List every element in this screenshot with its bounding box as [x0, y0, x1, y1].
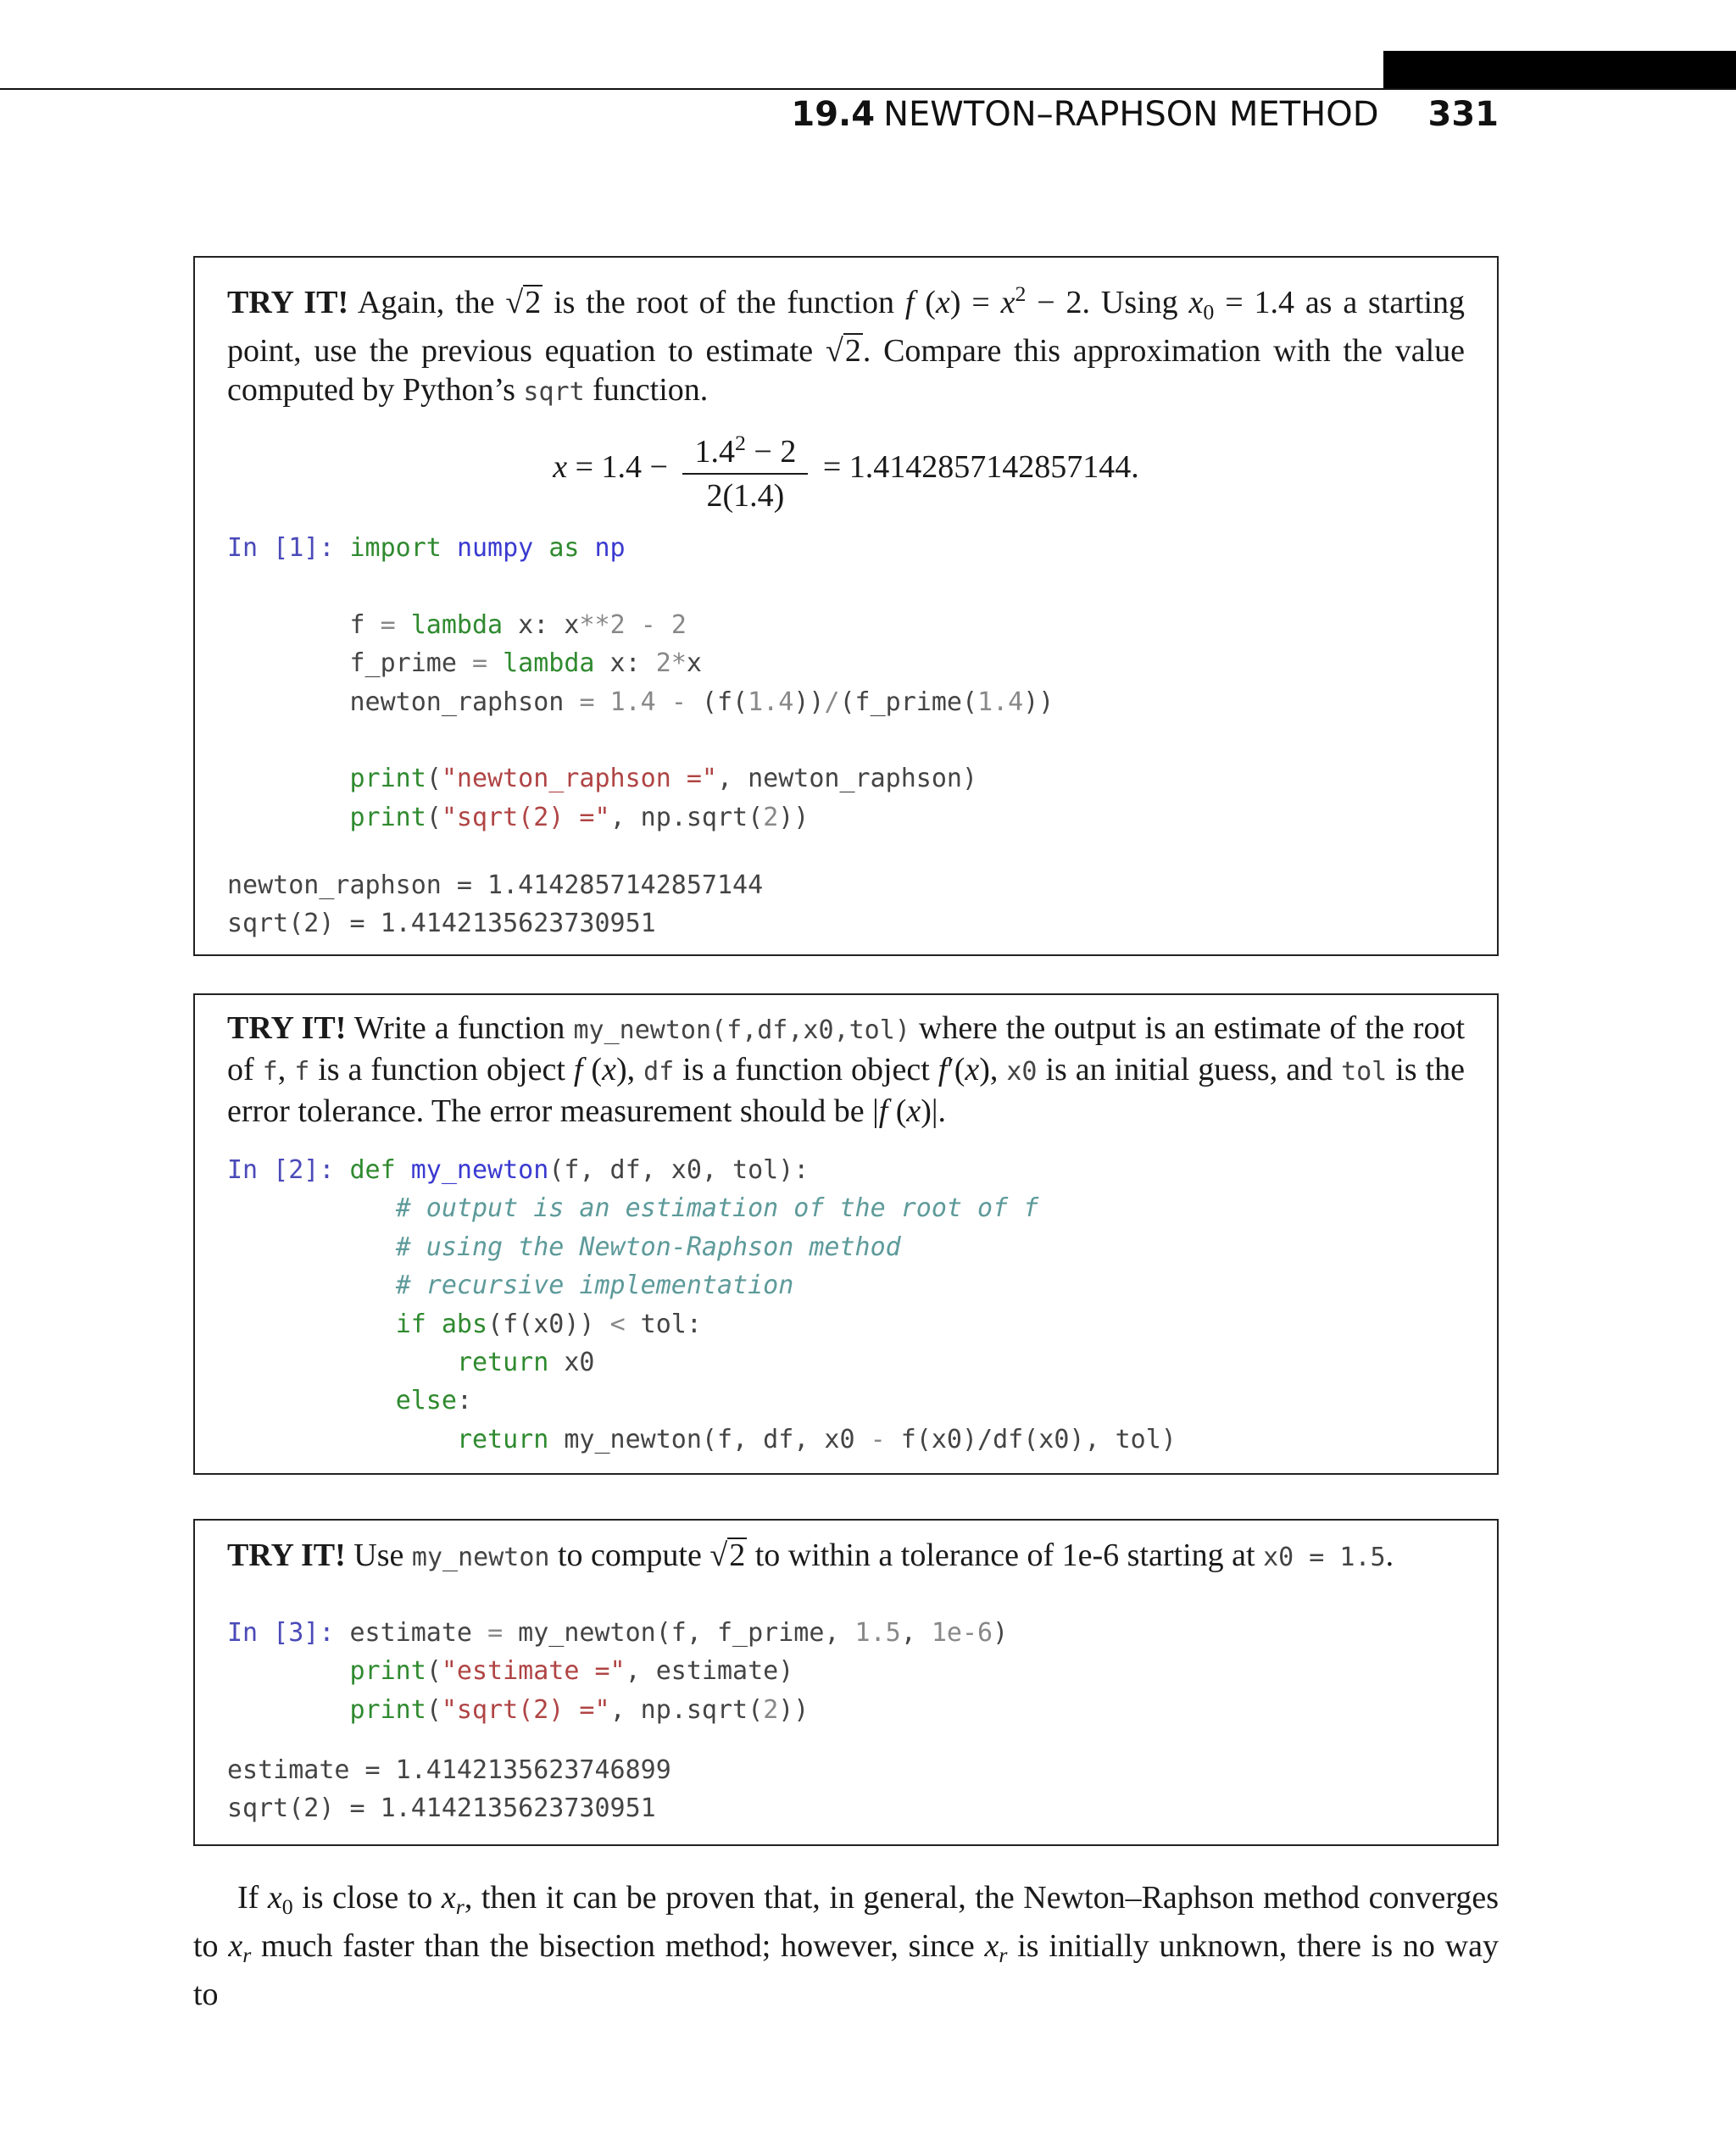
- section-title: NEWTON–RAPHSON METHOD: [883, 95, 1379, 134]
- code-cell-1: In [1]: import numpy as np f = lambda x: x**2 - 2 f_prime = lambda x: 2*x newton_raphson = 1.4 - (f(1.4))/(f_prime(1.4)) print("newton_raphson =", newton_raphson) print("sqrt(2) =", np.sqrt(2)): [227, 533, 1054, 832]
- inline-code: sqrt: [523, 377, 585, 408]
- try-it-label: TRY IT!: [227, 285, 349, 321]
- page-number: 331: [1427, 95, 1499, 134]
- code-output-1: newton_raphson = 1.4142857142857144 sqrt(2) = 1.4142135623730951: [227, 870, 764, 939]
- header-rule: [0, 88, 1736, 90]
- box2-text: TRY IT! Write a function my_newton(f,df,x0,tol) where the output is an estimate of the root of f, f is a function object f (x), df is a function object f′(x), x0 is an initial guess, and tol is the error tolerance. The error measurement should be |f (x)|.: [227, 1010, 1465, 1129]
- code-output-3: estimate = 1.4142135623746899 sqrt(2) = 1.4142135623730951: [227, 1755, 671, 1824]
- inline-code: my_newton(f,df,x0,tol): [573, 1015, 910, 1045]
- sqrt-symbol: √2: [505, 285, 542, 321]
- box1-text: TRY IT! Again, the √2 is the root of the function f $(x) = x^2 - 2$. Using $x_0 = 1.4$ as a starting point, use the previous equation to estimate √2. Compare this approximation with the value computed by Python’s sqrt function.: [227, 281, 1466, 409]
- header-bar: [1383, 51, 1736, 90]
- inline-code: my_newton: [411, 1543, 550, 1572]
- equation: x = 1.4 − $\frac{1.4^2 - 2}{2(1.4)}$ = 1.4142857142857144.: [195, 424, 1497, 515]
- try-it-label: TRY IT!: [227, 1010, 347, 1046]
- try-it-label: TRY IT!: [227, 1538, 346, 1573]
- code-cell-3: In [3]: estimate = my_newton(f, f_prime, 1.5, 1e-6) print("estimate =", estimate) print("sqrt(2) =", np.sqrt(2)): [227, 1618, 1009, 1725]
- running-head: [791, 95, 1499, 134]
- box3-text: TRY IT! Use my_newton to compute √2 to within a tolerance of 1e-6 starting at x0 = 1.5.: [227, 1538, 1394, 1573]
- sqrt-symbol: √2: [825, 333, 861, 370]
- body-paragraph: If $x_0$ is close to $x_r$, then it can be proven that, in general, the Newton–Raphson method converges to $x_r$ much faster than the bisection method; however, since $x_r$ is initially unknown, there is no way to: [193, 1880, 1500, 2013]
- code-cell-2: In [2]: def my_newton(f, df, x0, tol): # output is an estimation of the root of f # using the Newton-Raphson method # recursive implementation if abs(f(x0)) < tol: return x0 else: return my_newton(f, df, x0 - f(x0)/df(x0), tol): [227, 1155, 1177, 1454]
- try-it-box-1: [193, 256, 1499, 956]
- fraction: $\frac{1.4^2 - 2}{2(1.4)}$: [682, 424, 808, 515]
- sqrt-symbol: √2: [709, 1538, 746, 1573]
- try-it-box-3: [193, 1519, 1499, 1846]
- section-number: 19.4: [791, 95, 876, 134]
- try-it-box-2: [193, 993, 1499, 1475]
